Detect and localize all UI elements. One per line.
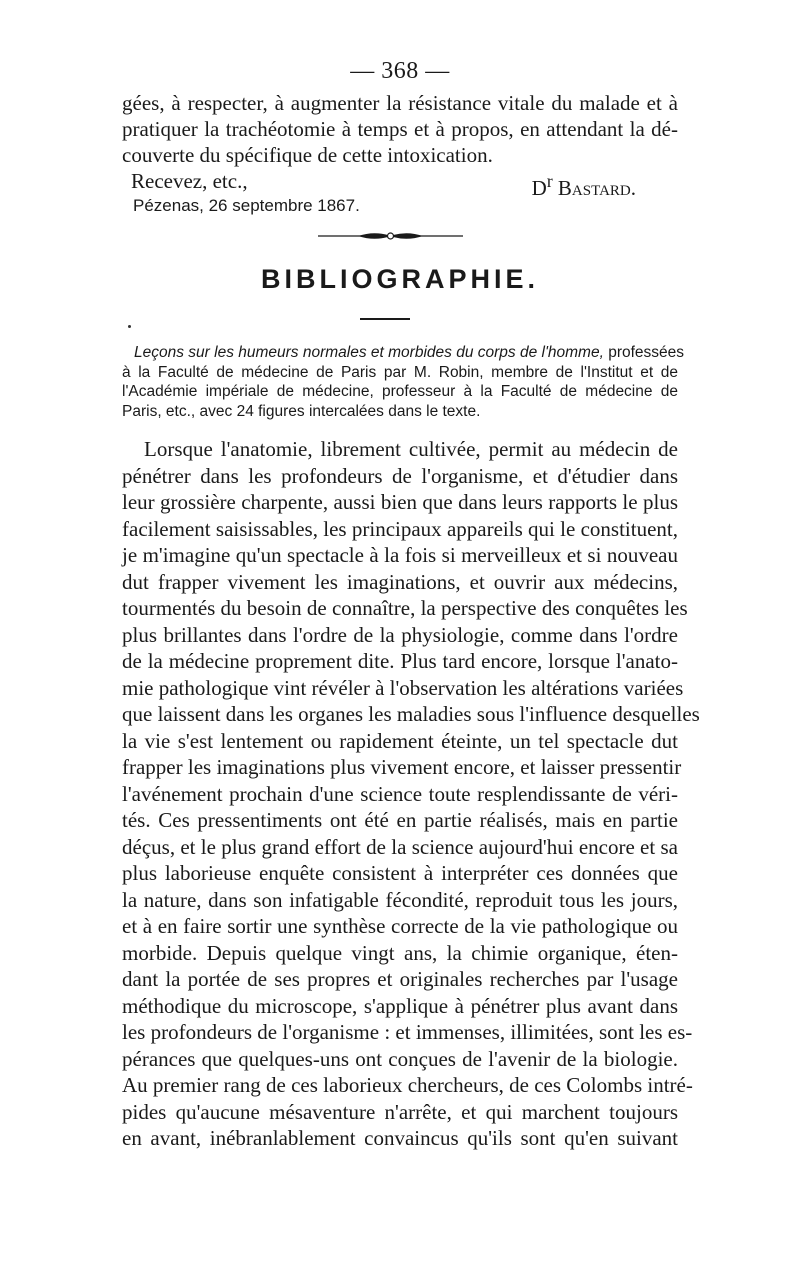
body-line: dant la portée de ses propres et originales recherches par l'usage: [122, 967, 678, 991]
body-line: je m'imagine qu'un spectacle à la fois si merveilleux et si nouveau: [122, 543, 678, 567]
bibliography-line: [122, 343, 685, 363]
body-line: que laissent dans les organes les maladies sous l'influence desquelles: [122, 702, 700, 726]
body-line: la vie s'est lentement ou rapidement éteinte, un tel spectacle dut: [122, 728, 678, 753]
body-line: méthodique du microscope, s'applique à pénétrer plus avant dans: [122, 993, 678, 1018]
body-line: pénétrer dans les profondeurs de l'organisme, et d'étudier dans: [122, 463, 678, 488]
bibliography-line: l'Académie impériale de médecine, professeur à la Faculté de médecine de: [122, 383, 678, 400]
text-line: couverte du spécifique de cette intoxication.: [122, 143, 493, 167]
body-line: plus laborieuse enquête consistent à interpréter ces données que: [122, 861, 678, 885]
signer-title: D: [531, 176, 547, 200]
body-line: la nature, dans son infatigable fécondité, reproduit tous les jours,: [122, 887, 678, 912]
body-line: l'avénement prochain d'une science toute resplendissante de véri-: [122, 781, 678, 806]
title-rule: [360, 318, 410, 320]
book-title-rest: professées: [603, 344, 685, 361]
body-line: leur grossière charpente, aussi bien que dans leurs rapports le plus: [122, 490, 678, 514]
text-line: pratiquer la trachéotomie à temps et à propos, en attendant la dé-: [122, 117, 678, 141]
body-line: déçus, et le plus grand effort de la science aujourd'hui encore et sa: [122, 834, 678, 859]
book-title: Leçons sur les humeurs normales et morbides du corps de l'homme,: [134, 344, 604, 361]
signer-name: Bastard.: [557, 176, 636, 200]
body-line: pides qu'aucune mésaventure n'arrête, et qui marchent toujours: [122, 1099, 678, 1124]
review-body: [122, 436, 700, 1152]
body-line: facilement saisissables, les principaux appareils qui le constituent,: [122, 516, 678, 541]
letter-ending: [122, 90, 678, 168]
closing-formula: Recevez, etc.,: [131, 169, 248, 193]
body-line: morbide. Depuis quelque vingt ans, la chimie organique, éten-: [122, 940, 678, 965]
body-line: et à en faire sortir une synthèse correcte de la vie pathologique ou: [122, 914, 678, 938]
body-line: mie pathologique vint révéler à l'observation les altérations variées: [122, 675, 684, 700]
bibliography-line: Paris, etc., avec 24 figures intercalées dans le texte.: [122, 402, 481, 420]
signer-title-superscript: r: [546, 171, 553, 191]
body-line: plus brillantes dans l'ordre de la physiologie, comme dans l'ordre: [122, 622, 678, 647]
signature: [532, 168, 636, 201]
body-line: frapper les imaginations plus vivement encore, et laisser pressentir: [122, 755, 682, 779]
body-line: de la médecine proprement dite. Plus tard encore, lorsque l'anato-: [122, 649, 678, 673]
body-line: tés. Ces pressentiments ont été en partie réalisés, mais en partie: [122, 808, 678, 832]
ornamental-divider: [318, 229, 463, 243]
body-line: Au premier rang de ces laborieux chercheurs, de ces Colombs intré-: [122, 1073, 693, 1097]
body-line: dut frapper vivement les imaginations, et ouvrir aux médecins,: [122, 569, 678, 594]
page-number: — 368 —: [350, 58, 450, 84]
text-line: gées, à respecter, à augmenter la résistance vitale du malade et à: [122, 91, 678, 115]
body-line: pérances que quelques-uns ont conçues de l'avenir de la biologie.: [122, 1046, 678, 1071]
print-speck: [128, 325, 131, 328]
bibliography-line: à la Faculté de médecine de Paris par M. Robin, membre de l'Institut et de: [122, 363, 678, 381]
place-date: Pézenas, 26 septembre 1867.: [133, 196, 360, 215]
section-title: BIBLIOGRAPHIE.: [260, 264, 539, 294]
body-line: les profondeurs de l'organisme : et immenses, illimitées, sont les es-: [122, 1020, 693, 1044]
body-line: en avant, inébranlablement convaincus qu'ils sont qu'en suivant: [122, 1126, 678, 1150]
body-line: Lorsque l'anatomie, librement cultivée, permit au médecin de: [144, 437, 678, 461]
bibliography-entry: [122, 343, 685, 421]
body-line: tourmentés du besoin de connaître, la perspective des conquêtes les: [122, 596, 688, 620]
